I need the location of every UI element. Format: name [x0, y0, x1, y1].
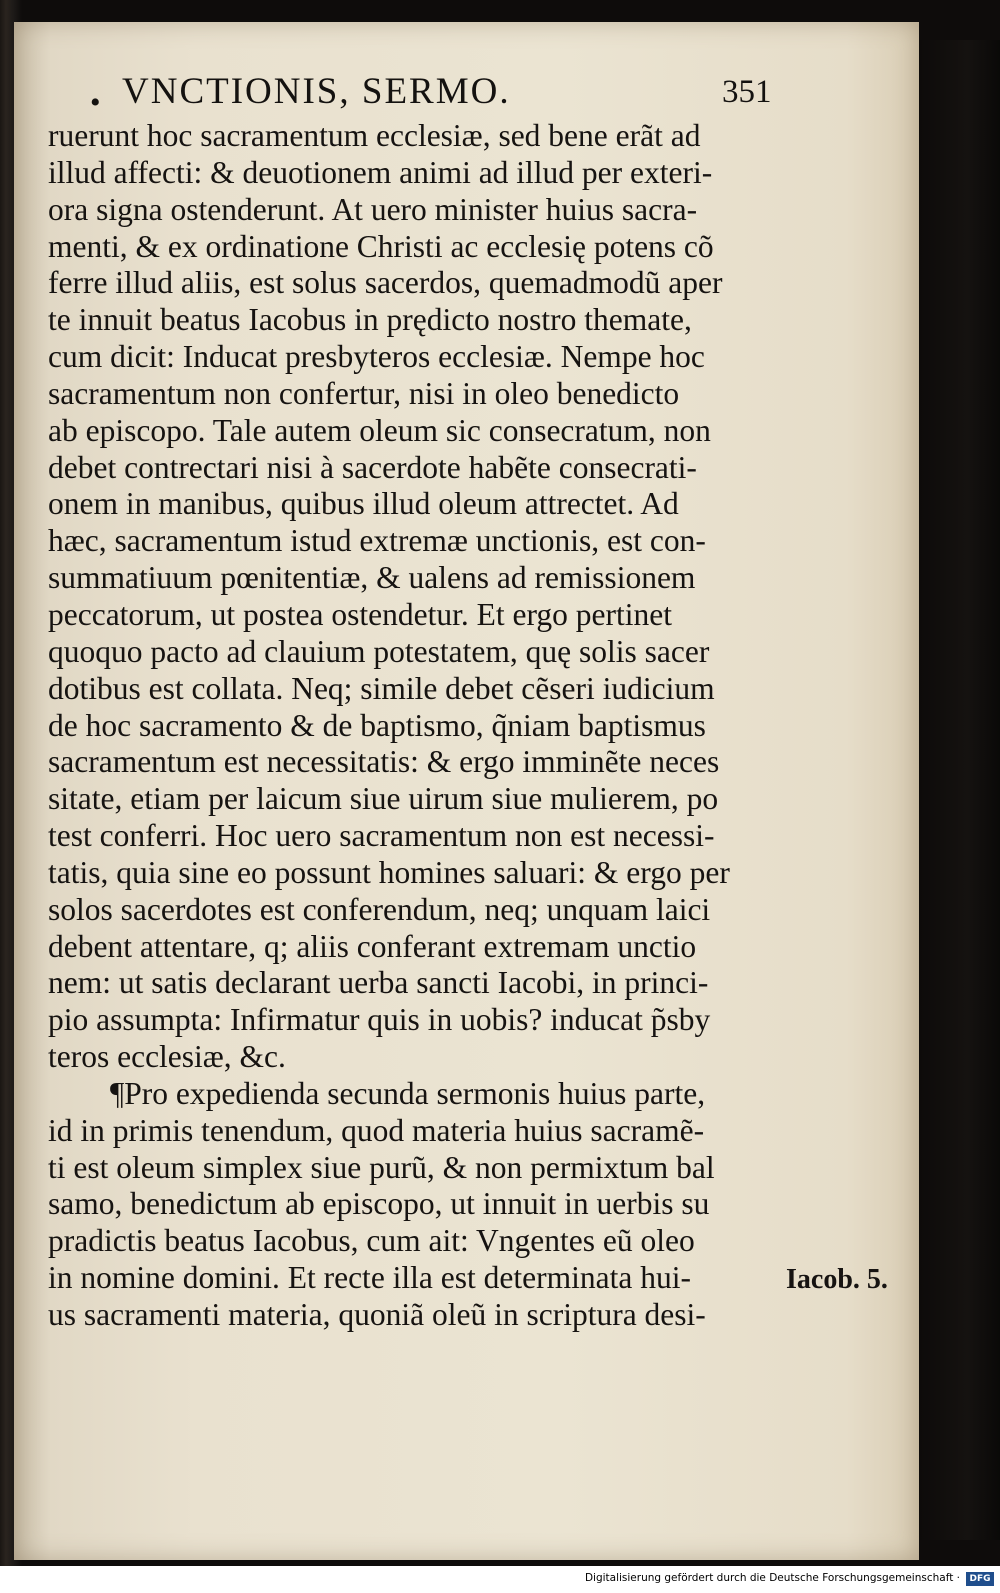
text-line: id in primis tenendum, quod materia huius sacramẽ- [48, 1112, 705, 1148]
text-line: pio assumpta: Infirmatur quis in uobis? inducat p̃sby [48, 1002, 711, 1038]
page-number: 351 [722, 74, 772, 110]
running-header [78, 70, 788, 120]
text-line: de hoc sacramento & de baptismo, q̃niam baptismus [48, 707, 706, 743]
text-line: ab episcopo. Tale autem oleum sic consecratum, non [48, 412, 711, 448]
text-line: sacramentum non confertur, nisi in oleo benedicto [48, 375, 680, 411]
text-line: ti est oleum simplex siue purũ, & non permixtum bal [48, 1149, 715, 1185]
footer-bar [0, 1566, 1000, 1593]
body-text [48, 118, 778, 1334]
text-line: ferre illud aliis, est solus sacerdos, quemadmodũ aper [48, 265, 723, 301]
text-line: solos sacerdotes est conferendum, neq; unquam laici [48, 891, 711, 927]
text-line: hæc, sacramentum istud extremæ unctionis, est con- [48, 523, 706, 559]
text-line: pradictis beatus Iacobus, cum ait: Vngentes eũ oleo [48, 1223, 695, 1259]
dfg-logo: DFG [966, 1572, 994, 1586]
paragraph-start: ¶Pro expedienda secunda sermonis huius parte, [110, 1075, 706, 1111]
text-line: us sacramenti materia, quoniã oleũ in scriptura desi- [48, 1297, 706, 1332]
margin-note: Iacob. 5. [786, 1264, 888, 1295]
text-line: illud affecti: & deuotionem animi ad illud per exteri- [48, 154, 713, 190]
text-line: tatis, quia sine eo possunt homines saluari: & ergo per [48, 854, 730, 890]
text-line: ora signa ostenderunt. At uero minister huius sacra- [48, 191, 698, 227]
text-line: cum dicit: Inducat presbyteros ecclesiæ. Nempe hoc [48, 339, 705, 375]
text-line: dotibus est collata. Neq; simile debet cẽseri iudicium [48, 670, 715, 706]
text-line: summatiuum pœnitentiæ, & ualens ad remissionem [48, 560, 696, 596]
text-line: test conferri. Hoc uero sacramentum non est necessi- [48, 818, 715, 854]
header-title: VNCTIONIS, SERMO. [122, 71, 511, 112]
text-line: onem in manibus, quibus illud oleum attrectet. Ad [48, 486, 679, 522]
text-line: te innuit beatus Iacobus in prędicto nostro themate, [48, 302, 692, 338]
funding-credit: Digitalisierung gefördert durch die Deutsche Forschungsgemeinschaft · [584, 1572, 960, 1584]
text-line: menti, & ex ordinatione Christi ac ecclesię potens cõ [48, 228, 714, 264]
text-line: sitate, etiam per laicum siue uirum siue mulierem, po [48, 781, 719, 817]
text-line: samo, benedictum ab episcopo, ut innuit in uerbis su [48, 1186, 710, 1222]
text-line: debent attentare, q; aliis conferant extremam unctio [48, 928, 697, 964]
text-line: debet contrectari nisi à sacerdote habẽte consecrati- [48, 449, 697, 485]
text-line: in nomine domini. Et recte illa est determinata hui- [48, 1260, 691, 1296]
text-line: quoquo pacto ad clauium potestatem, quę solis sacer [48, 633, 710, 669]
text-line: ruerunt hoc sacramentum ecclesiæ, sed bene erãt ad [48, 118, 701, 153]
text-line: peccatorum, ut postea ostendetur. Et ergo pertinet [48, 596, 672, 632]
text-line: sacramentum est necessitatis: & ergo imminẽte neces [48, 744, 720, 780]
header-ornament: • [90, 86, 101, 119]
text-line: teros ecclesiæ, &c. [48, 1039, 286, 1075]
text-line: nem: ut satis declarant uerba sancti Iacobi, in princi- [48, 965, 709, 1001]
book-edge [919, 40, 1000, 1540]
